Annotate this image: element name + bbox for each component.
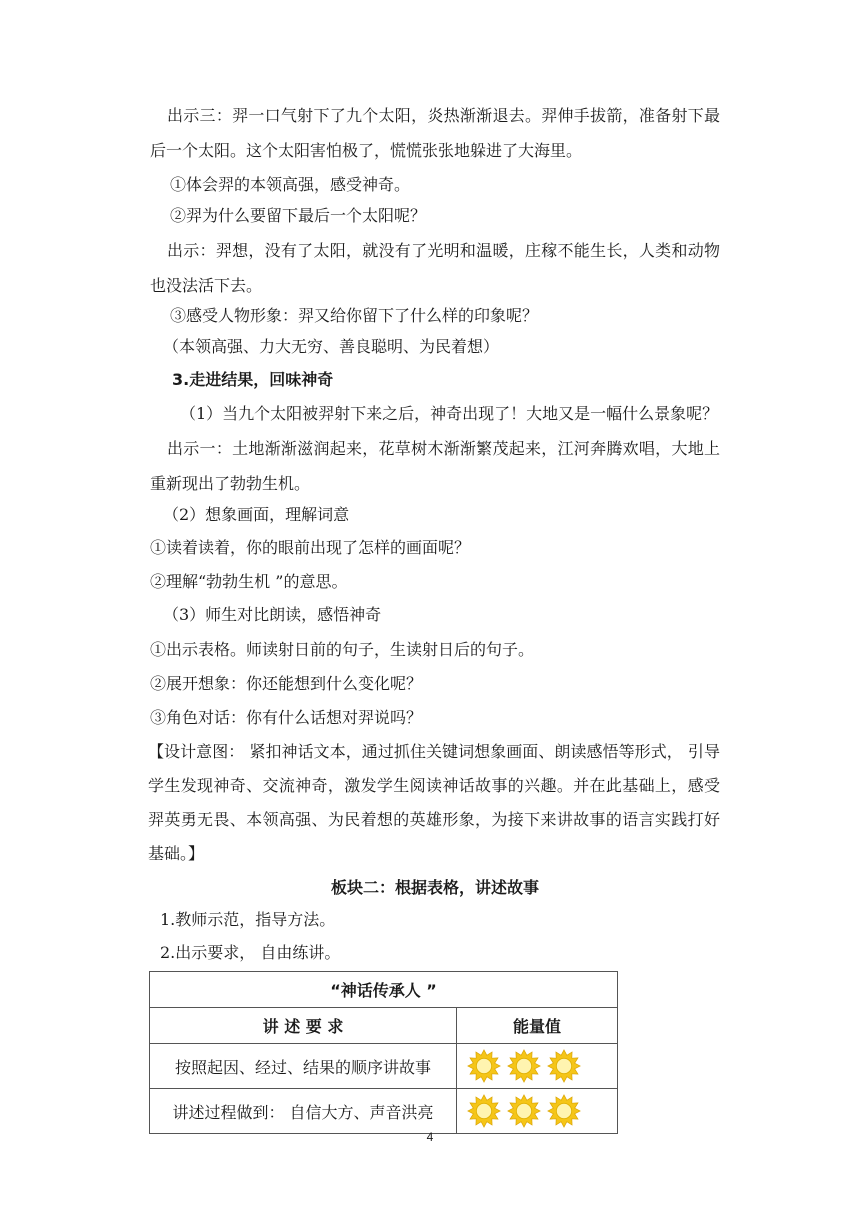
- requirements-table: [149, 971, 618, 1134]
- sun-icon: [507, 1049, 541, 1083]
- section-heading: 3.走进结果，回味神奇: [172, 370, 334, 389]
- paragraph: ②羿为什么要留下最后一个太阳呢？: [170, 206, 427, 225]
- section-heading: 板块二：根据表格，讲述故事: [330, 878, 539, 897]
- sun-icon: [467, 1094, 501, 1128]
- paragraph: 2.出示要求， 自由练讲。: [160, 943, 341, 962]
- table-row: [150, 1089, 618, 1134]
- paragraph: （本领高强、力大无穷、善良聪明、为民着想）: [163, 337, 500, 356]
- requirement-text: 讲述过程做到： 自信大方、声音洪亮: [150, 1089, 457, 1134]
- table-header-requirements: 讲 述 要 求: [150, 1008, 457, 1044]
- paragraph: ③感受人物形象：羿又给你留下了什么样的印象呢？: [170, 306, 539, 325]
- paragraph: （1）当九个太阳被羿射下来之后，神奇出现了！大地又是一幅什么景象呢？: [180, 404, 719, 423]
- paragraph: 出示：羿想，没有了太阳，就没有了光明和温暖，庄稼不能生长，人类和动物也没法活下去。: [150, 241, 720, 295]
- page-number: 4: [426, 1130, 434, 1144]
- paragraph: （3）师生对比朗读，感悟神奇: [163, 605, 382, 624]
- table-header-energy: 能量值: [457, 1008, 618, 1044]
- sun-icon: [467, 1049, 501, 1083]
- paragraph: ③角色对话：你有什么话想对羿说吗？: [150, 708, 423, 727]
- paragraph: ①读着读着，你的眼前出现了怎样的画面呢？: [150, 538, 471, 557]
- design-intent-paragraph: 【设计意图： 紧扣神话文本，通过抓住关键词想象画面、朗读感悟等形式， 引导学生发现神奇、交流神奇，激发学生阅读神话故事的兴趣。并在此基础上，感受羿英勇无畏、本领高强、为民着想的英雄形象，为接下来讲故事的语言实践打好基础。】: [148, 742, 720, 863]
- sun-rating: [457, 1049, 617, 1083]
- energy-cell: [457, 1044, 618, 1089]
- sun-icon: [507, 1094, 541, 1128]
- paragraph: 1.教师示范，指导方法。: [160, 910, 336, 929]
- paragraph: ①体会羿的本领高强，感受神奇。: [170, 175, 411, 194]
- requirement-text: 按照起因、经过、结果的顺序讲故事: [150, 1044, 457, 1089]
- paragraph: （2）想象画面，理解词意: [163, 505, 350, 524]
- paragraph: ②理解“勃勃生机 ”的意思。: [150, 572, 348, 591]
- paragraph: ②展开想象：你还能想到什么变化呢？: [150, 674, 423, 693]
- sun-icon: [547, 1094, 581, 1128]
- paragraph: 出示三：羿一口气射下了九个太阳，炎热渐渐退去。羿伸手拔箭，准备射下最后一个太阳。这个太阳害怕极了，慌慌张张地躲进了大海里。: [150, 106, 720, 160]
- table-title: “神话传承人 ”: [150, 972, 618, 1008]
- paragraph: 出示一：土地渐渐滋润起来，花草树木渐渐繁茂起来，江河奔腾欢唱，大地上重新现出了勃勃生机。: [150, 439, 720, 493]
- sun-rating: [457, 1094, 617, 1128]
- sun-icon: [547, 1049, 581, 1083]
- energy-cell: [457, 1089, 618, 1134]
- paragraph: ①出示表格。师读射日前的句子，生读射日后的句子。: [150, 640, 535, 659]
- table-row: [150, 1044, 618, 1089]
